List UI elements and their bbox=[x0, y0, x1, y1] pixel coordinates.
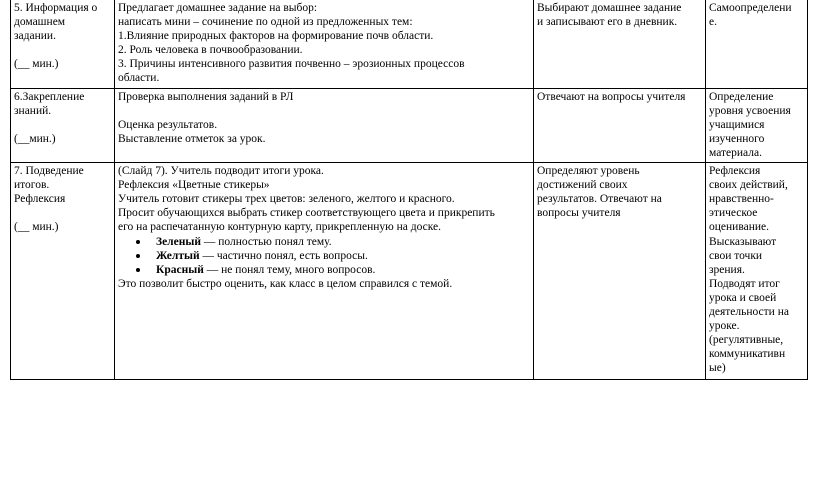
list-item bbox=[156, 263, 530, 277]
teacher-text: 2. Роль человека в почвообразовании. bbox=[118, 44, 303, 57]
uud-text: учащимися bbox=[709, 118, 765, 131]
uud-text: этическое bbox=[709, 207, 758, 220]
teacher-activity-cell bbox=[115, 88, 534, 162]
uud-text: деятельности на bbox=[709, 305, 789, 318]
uud-text: Определение bbox=[709, 90, 774, 103]
stage-cell bbox=[11, 88, 115, 162]
stage-text: 6.Закрепление bbox=[14, 90, 85, 103]
uud-text: ые) bbox=[709, 362, 726, 375]
uud-text: коммуникативн bbox=[709, 348, 786, 361]
uud-text: Подводят итог bbox=[709, 277, 780, 290]
teacher-text: написать мини – сочинение по одной из предложенных тем: bbox=[118, 16, 413, 29]
stage-text: Рефлексия bbox=[14, 193, 66, 206]
teacher-activity-cell bbox=[115, 163, 534, 380]
uud-text: зрения. bbox=[709, 263, 745, 276]
list-item bbox=[156, 249, 530, 263]
stage-text: 7. Подведение bbox=[14, 165, 84, 178]
teacher-text: Учитель готовит стикеры трех цветов: зеленого, желтого и красного. bbox=[118, 193, 455, 206]
student-text: вопросы учителя bbox=[537, 207, 621, 220]
uud-text: свои точки bbox=[709, 249, 763, 262]
stage-text: домашнем bbox=[14, 16, 66, 29]
teacher-text: Оценка результатов. bbox=[118, 118, 218, 131]
teacher-text: 3. Причины интенсивного развития почвенно – эрозионных процессов bbox=[118, 58, 465, 71]
uud-text: нравственно- bbox=[709, 193, 774, 206]
sticker-list bbox=[118, 235, 530, 277]
uud-text: уровня усвоения bbox=[709, 104, 791, 117]
teacher-text: Просит обучающихся выбрать стикер соответствующего цвета и прикрепить bbox=[118, 207, 495, 220]
student-text: Определяют уровень bbox=[537, 165, 640, 178]
student-text: результатов. Отвечают на bbox=[537, 193, 662, 206]
list-item bbox=[156, 235, 530, 249]
stage-time: (__ мин.) bbox=[14, 58, 59, 71]
teacher-text: области. bbox=[118, 72, 160, 85]
uud-text: своих действий, bbox=[709, 179, 788, 192]
uud-cell bbox=[706, 163, 808, 380]
uud-text: изученного bbox=[709, 132, 765, 145]
stage-text: 5. Информация о bbox=[14, 2, 98, 14]
uud-text: е. bbox=[709, 16, 717, 29]
sticker-meaning: — частично понял, есть вопросы. bbox=[199, 249, 368, 262]
stage-time: (__ мин.) bbox=[14, 221, 59, 234]
teacher-text: (Слайд 7). Учитель подводит итоги урока. bbox=[118, 165, 324, 178]
stage-text: итогов. bbox=[14, 179, 50, 192]
stage-text: знаний. bbox=[14, 104, 52, 117]
uud-text: Высказывают bbox=[709, 235, 777, 248]
uud-cell bbox=[706, 88, 808, 162]
sticker-meaning: — не понял тему, много вопросов. bbox=[203, 263, 376, 276]
teacher-text: Выставление отметок за урок. bbox=[118, 132, 266, 145]
stage-cell bbox=[11, 163, 115, 380]
teacher-activity-cell bbox=[115, 0, 534, 88]
student-text: Выбирают домашнее задание bbox=[537, 2, 682, 14]
student-activity-cell bbox=[534, 163, 706, 380]
teacher-text: его на распечатанную контурную карту, прикрепленную на доске. bbox=[118, 221, 442, 234]
table-row bbox=[11, 163, 808, 380]
sticker-color: Желтый bbox=[156, 249, 200, 262]
sticker-color: Зеленый bbox=[156, 235, 201, 248]
uud-text: Рефлексия bbox=[709, 165, 761, 178]
teacher-text: Это позволит быстро оценить, как класс в целом справился с темой. bbox=[118, 277, 453, 290]
teacher-text: Предлагает домашнее задание на выбор: bbox=[118, 2, 318, 14]
table-row bbox=[11, 88, 808, 162]
lesson-plan-table bbox=[10, 0, 808, 380]
uud-text: материала. bbox=[709, 146, 762, 159]
uud-text: (регулятивные, bbox=[709, 334, 784, 347]
teacher-text: 1.Влияние природных факторов на формирование почв области. bbox=[118, 30, 434, 43]
stage-text: задании. bbox=[14, 30, 56, 43]
student-text: достижений своих bbox=[537, 179, 628, 192]
sticker-color: Красный bbox=[156, 263, 204, 276]
uud-text: Самоопределени bbox=[709, 2, 792, 14]
teacher-text: Рефлексия «Цветные стикеры» bbox=[118, 179, 270, 192]
student-activity-cell bbox=[534, 88, 706, 162]
uud-text: уроке. bbox=[709, 320, 740, 333]
stage-cell bbox=[11, 0, 115, 88]
teacher-text: Проверка выполнения заданий в РЛ bbox=[118, 90, 294, 103]
sticker-meaning: — полностью понял тему. bbox=[200, 235, 332, 248]
student-text: и записывают его в дневник. bbox=[537, 16, 678, 29]
uud-text: урока и своей bbox=[709, 291, 777, 304]
stage-time: (__мин.) bbox=[14, 132, 56, 145]
uud-cell bbox=[706, 0, 808, 88]
student-text: Отвечают на вопросы учителя bbox=[537, 90, 686, 103]
table-row bbox=[11, 0, 808, 88]
uud-text: оценивание. bbox=[709, 221, 769, 234]
student-activity-cell bbox=[534, 0, 706, 88]
